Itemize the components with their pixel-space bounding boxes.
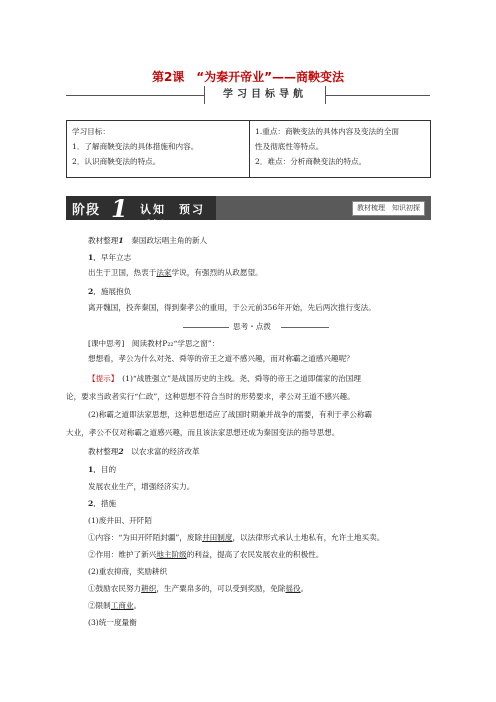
stage-banner	[66, 194, 431, 232]
think-answer-2: (2)称霸之道即法家思想，这种思想适应了战国时期兼并战争的需要，有利于孝公称霸	[88, 410, 373, 419]
goals-left-line: 1．了解商鞅变法的具体措施和内容。	[72, 142, 199, 151]
nav-label: 学习目标导航	[204, 86, 326, 104]
goals-learning-cell	[67, 121, 250, 177]
text-run: ②作用：维护了新兴	[88, 550, 157, 559]
measure-1b	[88, 550, 323, 560]
text-run: ②限制	[88, 601, 111, 610]
stage-word: 阶段	[72, 203, 101, 218]
section2-heading	[88, 447, 200, 457]
text-run: 的利益，提高了农民发展农业的积极性。	[186, 550, 324, 559]
item-title: 措施	[100, 499, 117, 508]
measure-2b	[88, 601, 141, 611]
fill-blank-answer: 井田制度	[202, 533, 233, 542]
item-title: 目的	[100, 465, 117, 474]
measure-1a	[88, 533, 384, 543]
section1-item2-title	[88, 287, 131, 297]
goals-right-line: 1.重点：商鞅变法的具体内容及变法的全面	[255, 127, 399, 136]
stage-tag: 教材梳理 知识初探	[352, 201, 425, 216]
tip-label: 【提示】	[88, 374, 115, 383]
goals-left-line: 学习目标：	[72, 127, 110, 136]
banner-line-left	[183, 327, 229, 328]
page-title: 第2课 “为秦开帝业”——商鞅变法	[151, 70, 345, 84]
text-run: ，生产粟帛多的，可以受到奖励，免除	[156, 584, 286, 593]
stage-title: 认知 预习 质疑	[140, 203, 218, 232]
item-title: 早年立志	[100, 253, 132, 262]
goals-right-line: 性及彻底性等特点。	[255, 142, 324, 151]
banner-line-right	[281, 327, 329, 328]
item-number: 2．	[88, 287, 101, 296]
think-answer-2b: 大业，孝公不仅对称霸之道感兴趣，而且该法家思想还成为秦国变法的指导思想。	[66, 428, 340, 437]
measure-2: (2)重农抑商，奖励耕织	[88, 567, 168, 576]
section1-heading	[88, 236, 207, 246]
section-heading-text: 以农求富的经济改革	[123, 447, 200, 456]
fill-blank-answer: 耕织	[141, 584, 157, 593]
section1-item1-text	[88, 268, 263, 278]
measure-1: (1)废井田、开阡陌	[88, 516, 152, 525]
think-answer-1b: 论，要求当政者实行“仁政”，这种思想不符合当时的形势要求，孝公对王道不感兴趣。	[66, 392, 355, 401]
goals-left-line: 2．认识商鞅变法的特点。	[72, 157, 161, 166]
goals-right-line: 2．难点：分析商鞅变法的特点。	[255, 157, 367, 166]
text-run: 学说，有强烈的从政愿望。	[171, 268, 263, 277]
text-run: 。	[300, 584, 309, 593]
section-heading-text: 秦国政坛唱主角的新人	[123, 236, 208, 245]
section1-item1-title	[88, 253, 131, 263]
fill-blank-answer: 地主阶级	[156, 550, 187, 559]
text-run: (1)“战胜强立”是战国历史的主线。尧、舜等的帝王之道即儒家的治国理	[114, 374, 361, 383]
section2-p2-title	[88, 499, 116, 509]
think-banner: 思考・点拨	[233, 322, 271, 331]
text-run: 。	[133, 601, 142, 610]
think-question-1: [课中思考] 阅读教材P₂₂“学思之窗”：	[88, 339, 220, 348]
section-heading-number: 2	[118, 447, 124, 456]
text-run: ①内容：“为田开阡陌封疆”，废除	[88, 533, 203, 542]
section2-p1-text: 发展农业生产，增强经济实力。	[88, 482, 195, 491]
measure-2a	[88, 584, 308, 594]
section2-p1-title	[88, 465, 116, 475]
think-answer-1	[88, 374, 361, 384]
stage-number: 1	[111, 194, 128, 223]
text-run: ，以法律形式承认土地私有，允许土地买卖。	[232, 533, 385, 542]
section-heading-number: 1	[118, 236, 124, 245]
item-number: 1．	[88, 465, 101, 474]
stage-badge	[66, 194, 218, 232]
fill-blank-answer: 徭役	[285, 584, 301, 593]
goals-focus-cell	[250, 121, 430, 177]
text-run: 出生于卫国，热衷于	[88, 268, 157, 277]
goals-table	[66, 120, 431, 178]
text-run: ①鼓励农民努力	[88, 584, 142, 593]
fill-blank-answer: 法家	[156, 268, 172, 277]
section-heading-label: 教材整理	[88, 447, 119, 456]
measure-3: (3)统一度量衡	[88, 618, 137, 627]
item-title: 施展抱负	[100, 287, 132, 296]
item-number: 1．	[88, 253, 101, 262]
section-heading-label: 教材整理	[88, 236, 119, 245]
think-question-2: 想想看，孝公为什么对尧、舜等的帝王之道不感兴趣，而对称霸之道感兴趣呢？	[88, 354, 354, 363]
item-number: 2．	[88, 499, 101, 508]
fill-blank-answer: 工商业	[110, 601, 134, 610]
section1-item2-text: 离开魏国，投奔秦国，得到秦孝公的重用，于公元前356年开始，先后两次推行变法。	[88, 303, 376, 312]
